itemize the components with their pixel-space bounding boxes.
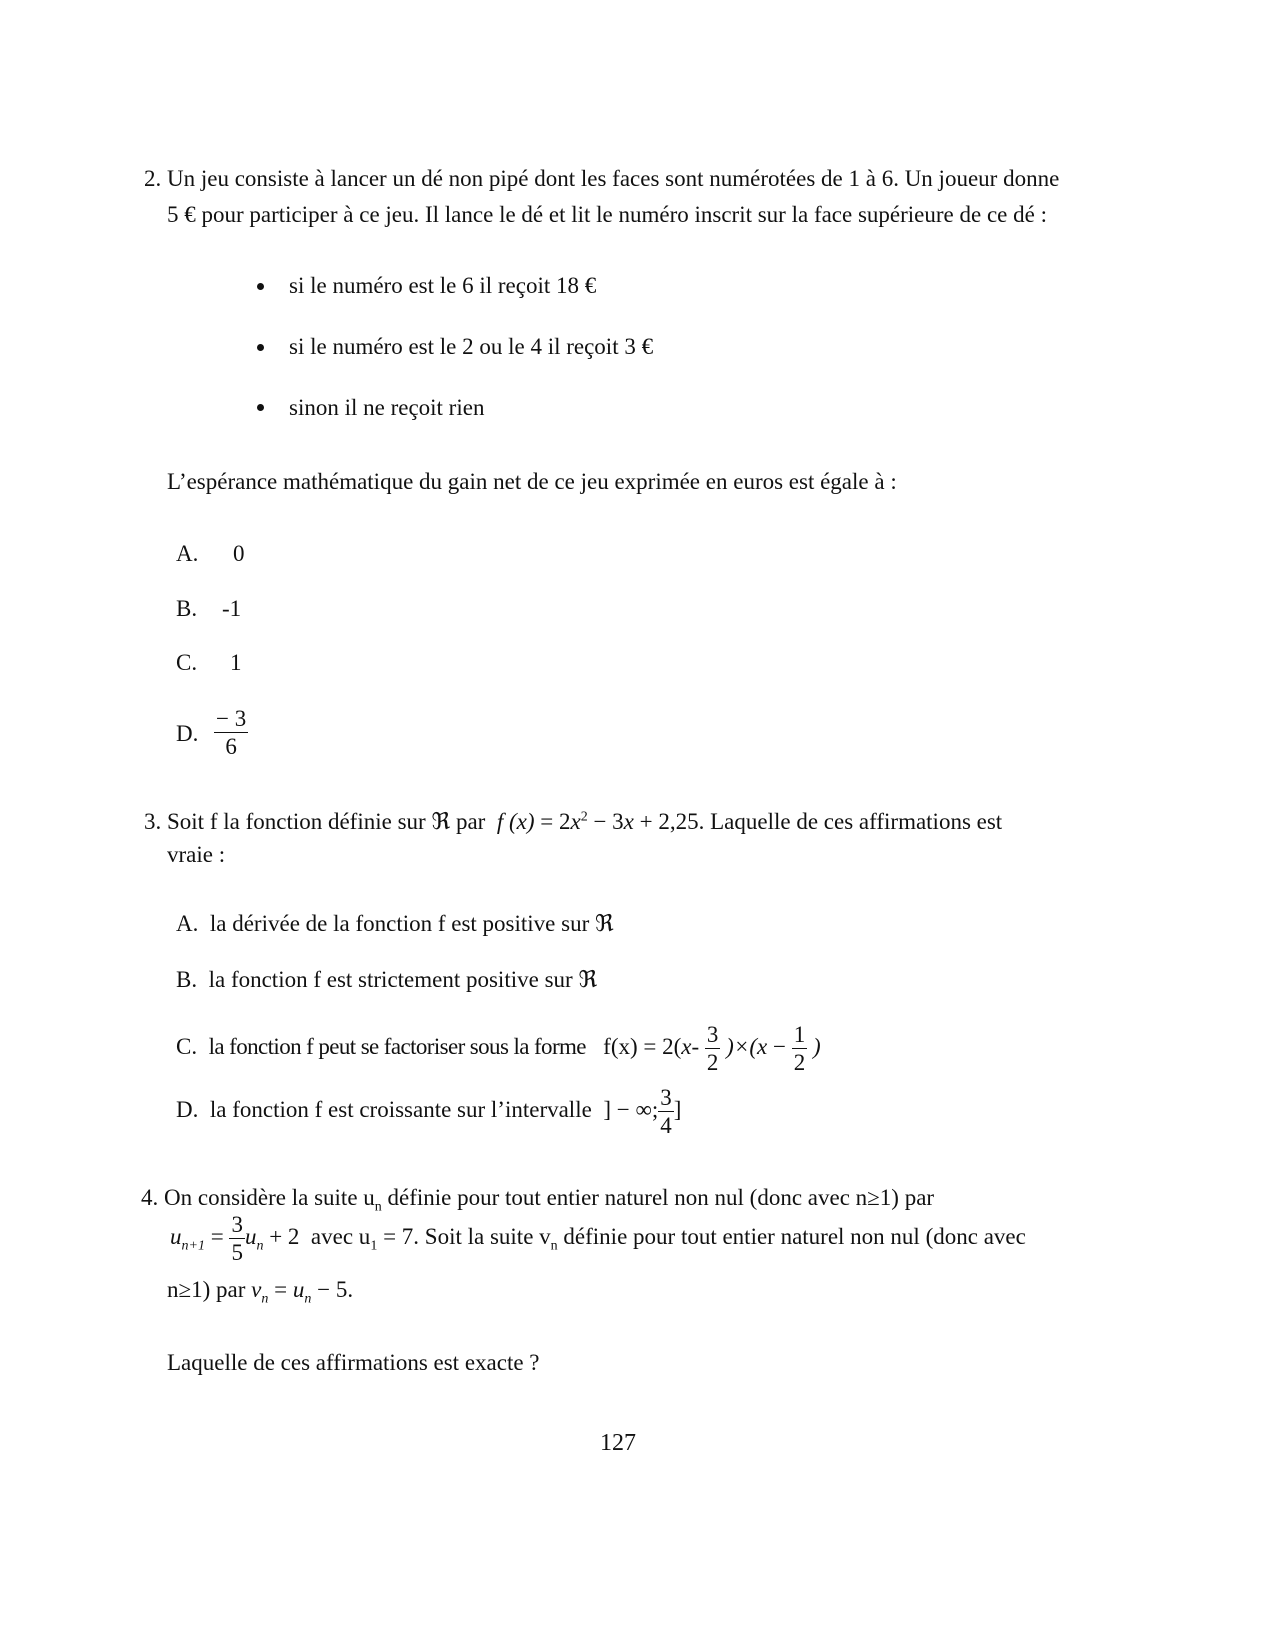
q3-intro-b: . Laquelle de ces affirmations est bbox=[698, 809, 1003, 834]
q2-option-c-letter: C. bbox=[176, 650, 198, 675]
bullet-icon bbox=[257, 283, 264, 290]
fraction-numerator: 1 bbox=[793, 1022, 806, 1047]
q4-v-sub: n bbox=[261, 1291, 269, 1307]
q4-plus2: + 2 bbox=[263, 1223, 300, 1249]
q4-question: Laquelle de ces affirmations est exacte ? bbox=[167, 1350, 540, 1375]
q3-func-c: + 2,25 bbox=[633, 809, 699, 834]
q3-option-c bbox=[176, 1023, 821, 1074]
q3-option-c-minus2: − bbox=[767, 1033, 792, 1059]
q2-line1: Un jeu consiste à lancer un dé non pipé dont les faces sont numérotées de 1 à 6. Un joueur donne bbox=[167, 166, 1060, 191]
q3-option-b-letter: B. bbox=[176, 967, 198, 992]
reals-symbol: ℜ bbox=[578, 967, 598, 992]
fraction-denominator: 2 bbox=[706, 1050, 719, 1075]
q3-option-c-end: ) bbox=[807, 1033, 821, 1059]
q4-line1-a: On considère la suite u bbox=[164, 1185, 375, 1210]
q4-line1-b: définie pour tout entier naturel non nul (donc avec n≥1) par bbox=[381, 1185, 935, 1210]
q4-vu-sub: n bbox=[304, 1291, 312, 1307]
q4-line2-sub: n bbox=[550, 1238, 558, 1254]
q4-eq: = bbox=[204, 1223, 230, 1249]
reals-symbol: ℜ bbox=[595, 911, 614, 936]
q3-func-x2: x bbox=[623, 809, 634, 834]
q4-line2-b: . Soit la suite v bbox=[413, 1223, 551, 1249]
q3-func-lhs: f (x) bbox=[496, 809, 535, 834]
q3-option-c-letter: C. bbox=[176, 1033, 198, 1059]
q3-intro-line bbox=[167, 809, 1002, 835]
q3-func-b: − 3 bbox=[587, 809, 624, 834]
q4-number: 4. bbox=[141, 1185, 159, 1210]
q2-question: L’espérance mathématique du gain net de ce jeu exprimée en euros est égale à : bbox=[167, 469, 897, 494]
page-number: 127 bbox=[600, 1430, 636, 1456]
q4-avec: avec u bbox=[310, 1223, 371, 1249]
q2-number: 2. bbox=[144, 166, 162, 191]
q3-option-d-interval-a: ] − ∞; bbox=[603, 1096, 659, 1122]
q3-option-c-fa: f(x) = 2( bbox=[603, 1033, 682, 1059]
q3-option-c-x2: x bbox=[757, 1033, 768, 1059]
q4-avec-b: = 7 bbox=[377, 1223, 414, 1249]
q3-option-d-text: la fonction f est croissante sur l’intervalle bbox=[209, 1096, 592, 1122]
bullet-icon bbox=[257, 344, 264, 351]
q4-avec-sub: 1 bbox=[370, 1238, 378, 1254]
q4-u: u bbox=[170, 1223, 182, 1249]
q4-line3-end: . bbox=[347, 1277, 354, 1302]
q2-option-c-value: 1 bbox=[230, 650, 242, 675]
q3-option-b bbox=[176, 967, 597, 993]
q3-par: par bbox=[455, 809, 486, 834]
q2-line2: 5 € pour participer à ce jeu. Il lance le dé et lit le numéro inscrit sur la face supérieure de ce dé : bbox=[167, 202, 1047, 227]
q2-bullet-1: si le numéro est le 6 il reçoit 18 € bbox=[289, 273, 597, 298]
q2-option-a-value: 0 bbox=[233, 541, 245, 566]
q4-u2-sub: n bbox=[256, 1238, 264, 1254]
q2-bullet-2: si le numéro est le 2 ou le 4 il reçoit 3 € bbox=[289, 334, 654, 359]
bullet-icon bbox=[257, 404, 264, 411]
q4-line2-c: définie pour tout entier naturel non nul (donc avec bbox=[557, 1223, 1026, 1249]
q2-option-b-value: -1 bbox=[222, 596, 242, 621]
q3-option-c-x1: x bbox=[681, 1033, 692, 1059]
q4-vu: u bbox=[292, 1277, 305, 1302]
fraction-numerator: − 3 bbox=[216, 706, 247, 731]
fraction-denominator: 2 bbox=[793, 1050, 806, 1075]
q3-option-d-interval-b: ] bbox=[673, 1096, 682, 1122]
q4-line3 bbox=[167, 1277, 353, 1308]
q4-line2 bbox=[170, 1213, 1026, 1264]
fraction-denominator: 4 bbox=[660, 1113, 672, 1138]
q3-option-d-letter: D. bbox=[176, 1096, 199, 1122]
q4-u-sub: n+1 bbox=[181, 1238, 205, 1254]
q3-option-c-mid: )×( bbox=[720, 1033, 758, 1059]
q4-v-end: − 5 bbox=[311, 1277, 348, 1302]
q3-intro-a: Soit f la fonction définie sur bbox=[167, 809, 426, 834]
q3-option-b-text: la fonction f est strictement positive sur bbox=[208, 967, 573, 992]
q3-option-a bbox=[176, 911, 614, 937]
q3-option-d bbox=[176, 1086, 681, 1137]
q2-option-d-fraction bbox=[214, 707, 248, 758]
q3-option-a-letter: A. bbox=[176, 911, 199, 936]
q3-option-a-text: la dérivée de la fonction f est positive sur bbox=[209, 911, 590, 936]
reals-symbol: ℜ bbox=[431, 809, 451, 834]
q3-number: 3. bbox=[144, 809, 162, 834]
q2-bullet-3: sinon il ne reçoit rien bbox=[289, 395, 485, 420]
q3-intro-c: vraie : bbox=[167, 842, 226, 867]
q4-line1-sub: n bbox=[374, 1199, 382, 1215]
q3-option-c-minus1: - bbox=[691, 1033, 700, 1059]
q2-option-b-letter: B. bbox=[176, 596, 198, 621]
fraction-numerator: 3 bbox=[231, 1212, 243, 1237]
q4-u2: u bbox=[244, 1223, 257, 1249]
q3-func-exp: 2 bbox=[580, 809, 588, 825]
q2-option-a-letter: A. bbox=[176, 541, 199, 566]
q4-v-eq: = bbox=[268, 1277, 293, 1302]
fraction-numerator: 3 bbox=[660, 1085, 672, 1110]
fraction-denominator: 5 bbox=[231, 1240, 243, 1265]
fraction-denominator: 6 bbox=[225, 734, 237, 759]
q4-line1 bbox=[164, 1185, 934, 1216]
q2-option-d-letter: D. bbox=[176, 721, 199, 746]
q3-func-a: = 2 bbox=[534, 809, 571, 834]
q3-option-c-text: la fonction f peut se factoriser sous la forme bbox=[208, 1033, 586, 1059]
q4-v: v bbox=[251, 1277, 262, 1302]
q3-func-x: x bbox=[570, 809, 581, 834]
q4-line3-a: n≥1) par bbox=[167, 1277, 246, 1302]
fraction-numerator: 3 bbox=[706, 1022, 719, 1047]
